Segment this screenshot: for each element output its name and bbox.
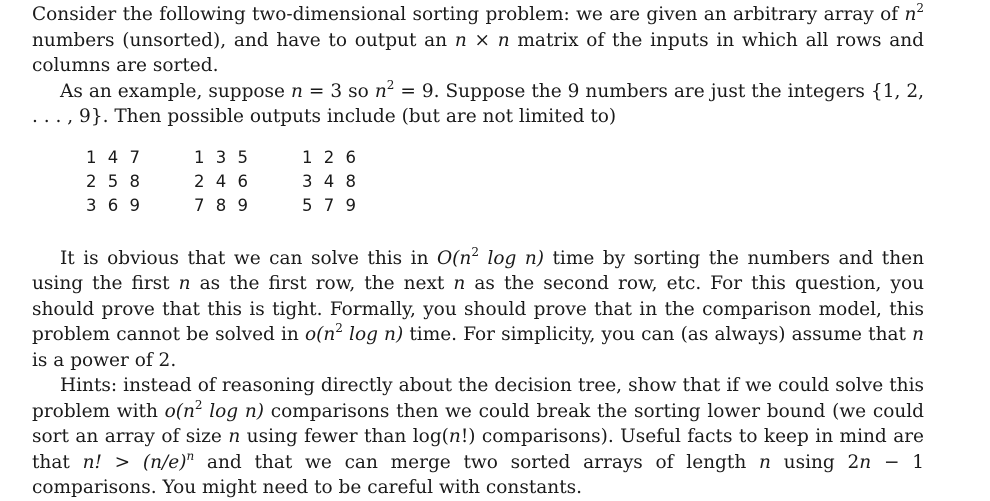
math-n: n	[291, 80, 303, 102]
text-span: − 1 comparisons. You might need to be careful with constants.	[32, 451, 924, 498]
math-n: n	[228, 426, 241, 447]
math-exponent: 2	[471, 244, 479, 259]
matrix-row: 3 4 8	[302, 171, 359, 191]
paragraph-hints	[32, 373, 924, 501]
math-n: n	[374, 80, 387, 102]
text-span: matrix of the inputs in which all rows and columns are sorted.	[32, 29, 924, 76]
math-n-by-n: n × n	[454, 29, 510, 51]
text-span: is a power of 2.	[32, 349, 177, 371]
math-little-o: o(n	[164, 400, 195, 422]
text-span: and that we can merge two sorted arrays of length	[194, 451, 759, 473]
math-n: n	[759, 451, 771, 473]
math-exponent: n	[186, 448, 195, 463]
paragraph-problem-statement	[32, 2, 924, 79]
math-exponent: 2	[916, 1, 924, 15]
math-n: n	[448, 426, 461, 447]
text-span: using 2	[770, 451, 860, 473]
matrix-row: 2 5 8	[86, 171, 143, 191]
math-n: n	[859, 451, 872, 473]
text-span: time by sorting the numbers and then using the first	[32, 247, 924, 294]
text-span: It is obvious that we can solve this in	[60, 247, 437, 269]
text-span: !) comparisons). Useful facts to keep in mind are that	[32, 426, 925, 473]
text-span: comparisons then we could break the sorting lower bound (we could sort an array of size	[32, 400, 924, 447]
text-span: time. For simplicity, you can (as always) assume that	[403, 324, 913, 345]
math-log-n: log n)	[342, 324, 404, 345]
text-span: numbers (unsorted), and have to output an	[32, 29, 455, 51]
math-n: n	[178, 273, 191, 294]
math-little-o: o(n	[304, 324, 336, 345]
math-factorial-bound: n! > (n/e)	[82, 451, 187, 473]
text-span: = 3 so	[302, 80, 375, 102]
paragraph-task	[32, 246, 924, 374]
document-page	[32, 2, 924, 501]
math-big-o: O(n	[437, 247, 472, 269]
matrix-example-3	[302, 146, 359, 218]
text-span: Hints: instead of reasoning directly about the decision tree, show that if we could solve this problem with	[32, 375, 924, 422]
paragraph-example	[32, 79, 924, 130]
text-span: as the first row, the next	[190, 273, 454, 294]
math-log-n: log n)	[202, 400, 264, 422]
matrix-row: 7 8 9	[194, 195, 251, 215]
matrix-row: 1 3 5	[194, 147, 251, 167]
matrix-example-1	[86, 146, 143, 218]
math-log-n: log n)	[478, 247, 544, 269]
math-exponent: 2	[386, 77, 395, 92]
matrix-row: 3 6 9	[86, 195, 143, 215]
text-span: = 9. Suppose the 9 numbers are just the integers {1, 2, . . . , 9}. Then possible outputs include (but are not limited to)	[32, 80, 924, 127]
text-span: As an example, suppose	[60, 80, 291, 102]
text-span: Consider the following two-dimensional sorting problem: we are given an arbitrary array of	[32, 4, 905, 25]
matrix-row: 1 2 6	[302, 147, 359, 167]
math-n: n	[912, 324, 925, 345]
text-span: using fewer than log(	[240, 426, 449, 447]
text-span: as the second row, etc. For this question, you should prove that this is tight. Formally, you should prove that in the comparison model, this problem cannot be solved in	[32, 273, 924, 345]
math-exponent: 2	[194, 397, 203, 412]
matrix-row: 5 7 9	[302, 195, 359, 215]
example-matrices	[32, 138, 924, 238]
matrix-row: 2 4 6	[194, 171, 251, 191]
math-n: n	[904, 4, 917, 25]
math-exponent: 2	[335, 321, 343, 335]
matrix-row: 1 4 7	[86, 147, 143, 167]
math-n: n	[453, 273, 466, 294]
matrix-example-2	[194, 146, 251, 218]
